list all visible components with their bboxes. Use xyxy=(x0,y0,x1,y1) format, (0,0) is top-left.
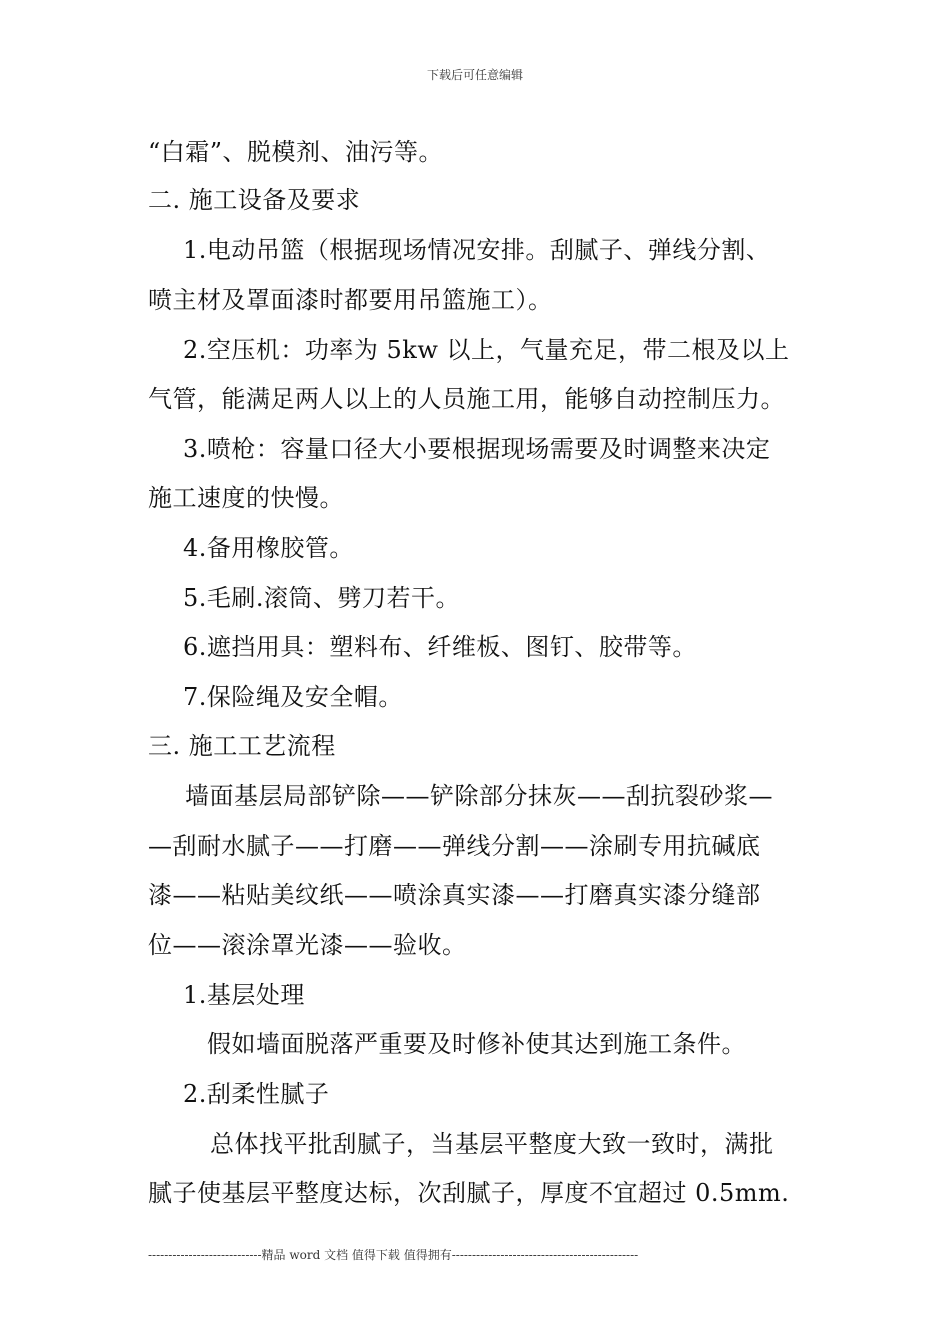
text-line: 总体找平批刮腻子，当基层平整度大致一致时，满批 xyxy=(210,1130,774,1158)
text-line: 气管，能满足两人以上的人员施工用，能够自动控制压力。 xyxy=(148,385,785,413)
list-item: 4.备用橡胶管。 xyxy=(183,534,354,562)
text-line: —刮耐水腻子——打磨——弹线分割——涂刷专用抗碱底 xyxy=(148,832,761,860)
subsection-heading: 2.刮柔性腻子 xyxy=(183,1080,330,1108)
subsection-heading: 1.基层处理 xyxy=(183,981,305,1009)
page-header: 下载后可任意编辑 xyxy=(426,68,523,82)
list-item: 1.电动吊篮（根据现场情况安排。刮腻子、弹线分割、 xyxy=(183,236,771,264)
list-item: 3.喷枪：容量口径大小要根据现场需要及时调整来决定 xyxy=(183,435,771,463)
list-item: 7.保险绳及安全帽。 xyxy=(183,683,403,711)
list-item: 6.遮挡用具：塑料布、纤维板、图钉、胶带等。 xyxy=(183,633,697,661)
list-item: 2.空压机：功率为 5kw 以上，气量充足，带二根及以上 xyxy=(183,336,790,364)
section-heading: 二. 施工设备及要求 xyxy=(148,186,361,214)
text-line: 喷主材及罩面漆时都要用吊篮施工）。 xyxy=(148,286,553,314)
section-heading: 三. 施工工艺流程 xyxy=(148,732,336,760)
text-line: 漆——粘贴美纹纸——喷涂真实漆——打磨真实漆分缝部 xyxy=(148,881,761,909)
text-line: 假如墙面脱落严重要及时修补使其达到施工条件。 xyxy=(207,1030,746,1058)
text-line: 墙面基层局部铲除——铲除部分抹灰——刮抗裂砂浆— xyxy=(185,782,773,810)
page-footer: ----------------------------精品 word 文档 值得下载 值得拥有---------------------------------------------- xyxy=(148,1248,639,1262)
text-line: 位——滚涂罩光漆——验收。 xyxy=(148,931,467,959)
list-item: 5.毛刷.滚筒、劈刀若干。 xyxy=(183,584,461,612)
text-line: 腻子使基层平整度达标，次刮腻子，厚度不宜超过 0.5mm. xyxy=(148,1179,790,1207)
text-line: 施工速度的快慢。 xyxy=(148,484,344,512)
text-line: “白霜”、脱模剂、油污等。 xyxy=(148,138,444,166)
